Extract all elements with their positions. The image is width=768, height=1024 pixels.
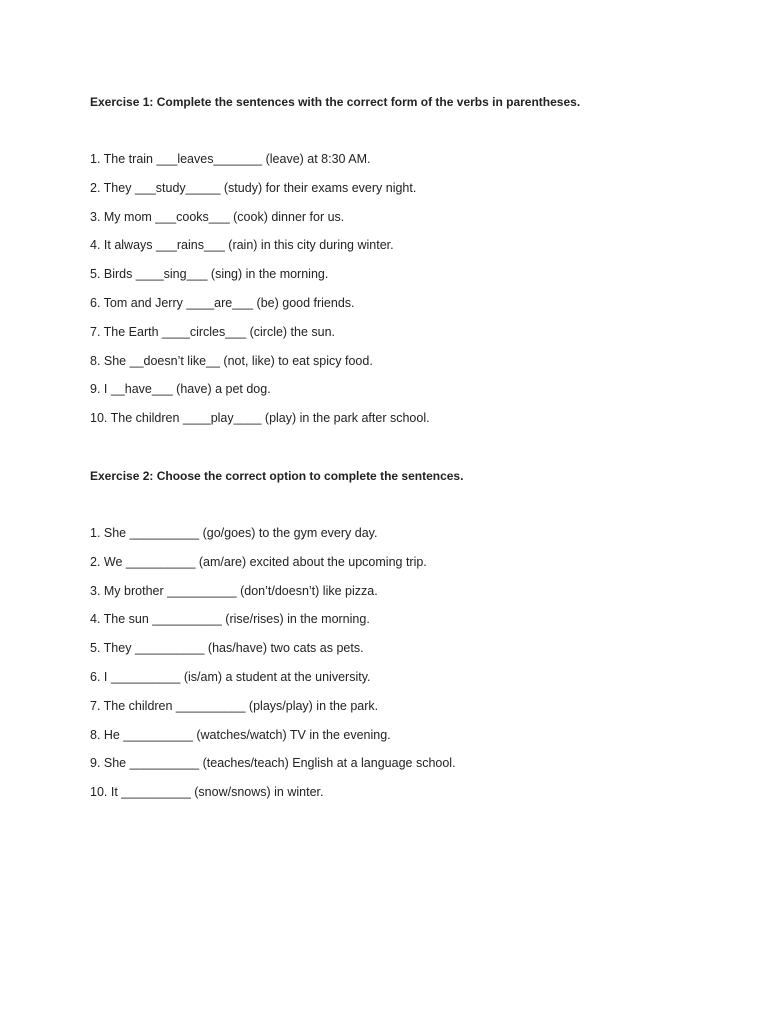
exercise-1-item-3: 3. My mom ___cooks___ (cook) dinner for us.	[90, 209, 345, 224]
exercise-2-item-4: 4. The sun __________ (rise/rises) in the morning.	[90, 612, 370, 627]
exercise-2-item-3: 3. My brother __________ (don’t/doesn’t) like pizza.	[90, 583, 378, 598]
exercise-2-item-6: 6. I __________ (is/am) a student at the university.	[90, 669, 371, 684]
exercise-2-item-9: 9. She __________ (teaches/teach) English at a language school.	[90, 756, 456, 771]
exercise-2-list	[90, 525, 456, 813]
exercise-1-item-1: 1. The train ___leaves_______ (leave) at 8:30 AM.	[90, 152, 371, 166]
exercise-2-heading: Exercise 2: Choose the correct option to complete the sentences.	[90, 469, 464, 483]
exercise-2-item-8: 8. He __________ (watches/watch) TV in the evening.	[90, 727, 391, 742]
exercise-2-item-1: 1. She __________ (go/goes) to the gym every day.	[90, 526, 378, 540]
exercise-2-item-2: 2. We __________ (am/are) excited about the upcoming trip.	[90, 554, 427, 569]
exercise-1-item-9: 9. I __have___ (have) a pet dog.	[90, 382, 271, 397]
exercise-2-item-7: 7. The children __________ (plays/play) in the park.	[90, 698, 379, 713]
exercise-1-heading: Exercise 1: Complete the sentences with the correct form of the verbs in parentheses.	[90, 95, 581, 109]
exercise-1-item-2: 2. They ___study_____ (study) for their exams every night.	[90, 180, 417, 195]
exercise-1-item-5: 5. Birds ____sing___ (sing) in the morning.	[90, 267, 329, 282]
exercise-1-item-8: 8. She __doesn’t like__ (not, like) to eat spicy food.	[90, 353, 373, 368]
exercise-1-item-6: 6. Tom and Jerry ____are___ (be) good friends.	[90, 295, 355, 310]
exercise-2-item-10: 10. It __________ (snow/snows) in winter.	[90, 785, 324, 800]
exercise-1-item-4: 4. It always ___rains___ (rain) in this city during winter.	[90, 238, 394, 253]
exercise-1-item-10: 10. The children ____play____ (play) in the park after school.	[90, 411, 430, 426]
exercise-1-list	[90, 151, 430, 439]
exercise-2-item-5: 5. They __________ (has/have) two cats as pets.	[90, 641, 364, 656]
exercise-1-item-7: 7. The Earth ____circles___ (circle) the sun.	[90, 324, 336, 339]
